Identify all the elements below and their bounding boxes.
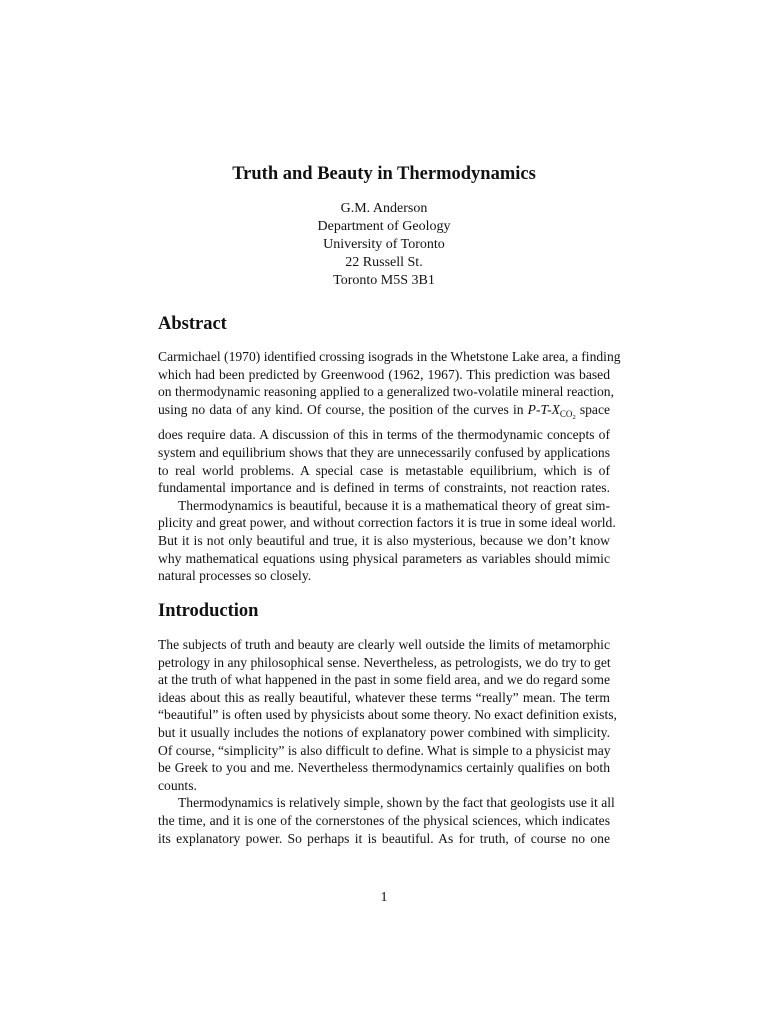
- introduction-line: counts.: [158, 777, 197, 793]
- abstract-line-text: using no data of any kind. Of course, the position of the curves in: [158, 401, 528, 417]
- abstract-line-text: space: [575, 401, 611, 417]
- abstract-line: on thermodynamic reasoning applied to a generalized two-volatile mineral reaction,: [158, 384, 614, 400]
- math-subscript-co: CO: [559, 408, 573, 419]
- introduction-line: but it usually includes the notions of explanatory power combined with simplicity.: [158, 724, 610, 740]
- abstract-line: Thermodynamics is beautiful, because it is a mathematical theory of great sim-: [178, 497, 610, 513]
- abstract-line: does require data. A discussion of this in terms of the thermodynamic concepts of: [158, 427, 610, 443]
- author-department: Department of Geology: [317, 219, 451, 234]
- abstract-line: why mathematical equations using physical parameters as variables should mimic: [158, 550, 610, 566]
- page-number: 1: [380, 890, 388, 905]
- introduction-line: the time, and it is one of the cornerstones of the physical sciences, which indicates: [158, 812, 610, 828]
- abstract-line: But it is not only beautiful and true, it is also mysterious, because we don’t know: [158, 532, 610, 548]
- abstract-line: which had been predicted by Greenwood (1962, 1967). This prediction was based: [158, 366, 610, 382]
- introduction-line: Thermodynamics is relatively simple, shown by the fact that geologists use it all: [178, 795, 615, 811]
- introduction-line: The subjects of truth and beauty are clearly well outside the limits of metamorphic: [158, 637, 610, 652]
- introduction-line: petrology in any philosophical sense. Nevertheless, as petrologists, we do try to get: [158, 654, 611, 670]
- author-street: 22 Russell St.: [345, 255, 423, 270]
- math-symbol-t: T: [540, 401, 548, 417]
- math-p-t-x: $P-T-X_{CO_2}$: [527, 401, 576, 421]
- introduction-body: [158, 636, 617, 847]
- introduction-heading: Introduction: [158, 601, 259, 621]
- introduction-line: ideas about this as really beautiful, whatever these terms “really” mean. The term: [158, 689, 610, 705]
- abstract-line-with-math: [158, 401, 610, 427]
- introduction-line: Of course, “simplicity” is also difficult to define. What is simple to a physicist may: [158, 742, 611, 758]
- paper-title: Truth and Beauty in Thermodynamics: [232, 164, 536, 184]
- math-symbol-x: X: [551, 401, 560, 417]
- author-university: University of Toronto: [323, 237, 445, 252]
- abstract-line: Carmichael (1970) identified crossing isograds in the Whetstone Lake area, a finding: [158, 349, 621, 364]
- abstract-line: system and equilibrium shows that they are unnecessarily confused by applications: [158, 444, 610, 460]
- abstract-heading: Abstract: [158, 314, 227, 334]
- introduction-line: “beautiful” is often used by physicists about some theory. No exact definition exists,: [158, 707, 617, 723]
- introduction-line: be Greek to you and me. Nevertheless thermodynamics certainly qualifies on both: [158, 760, 610, 776]
- abstract-line: fundamental importance and is defined in terms of constraints, not reaction rates.: [158, 480, 610, 496]
- abstract-line: plicity and great power, and without correction factors it is true in some ideal world.: [158, 515, 616, 531]
- abstract-body: [158, 348, 621, 585]
- math-symbol-p: P: [527, 401, 536, 417]
- author-block: [0, 200, 768, 290]
- math-subscript-co2: [560, 409, 576, 419]
- math-subscript-2: 2: [572, 413, 576, 421]
- abstract-line: natural processes so closely.: [158, 568, 312, 584]
- abstract-line: to real world problems. A special case is metastable equilibrium, which is of: [158, 462, 610, 478]
- introduction-line: at the truth of what happened in the past in some field area, and we do regard some: [158, 672, 610, 688]
- author-city: Toronto M5S 3B1: [333, 273, 435, 288]
- author-name: G.M. Anderson: [340, 201, 428, 216]
- introduction-line: its explanatory power. So perhaps it is beautiful. As for truth, of course no one: [158, 830, 610, 846]
